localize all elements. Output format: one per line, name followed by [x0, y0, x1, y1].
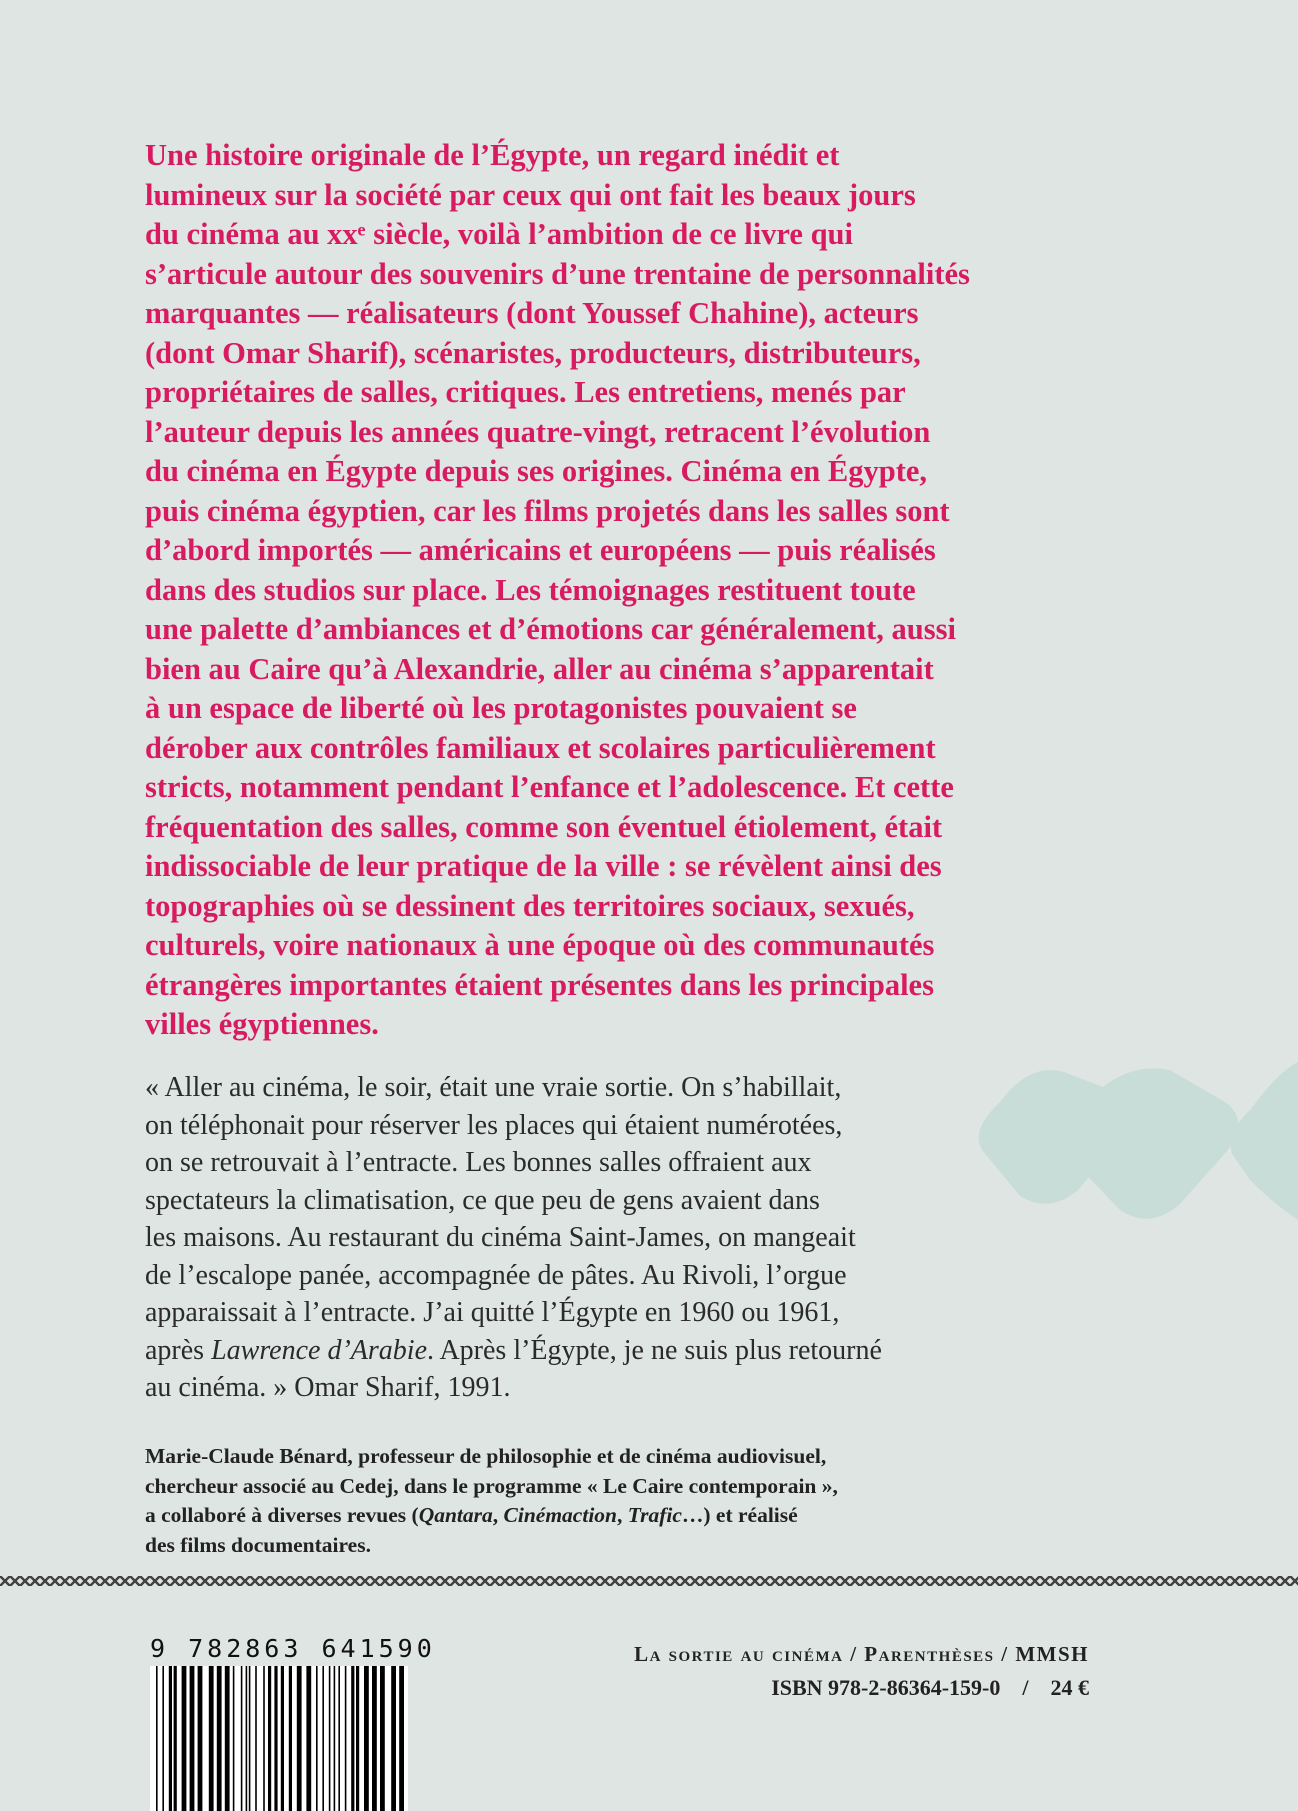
barcode-bar	[338, 1666, 340, 1811]
barcode-bar	[364, 1666, 369, 1811]
barcode-bar	[233, 1666, 235, 1811]
barcode-bar	[162, 1666, 164, 1811]
barcode-bar	[249, 1666, 251, 1811]
barcode-bar	[268, 1666, 271, 1811]
blurb-line: villes égyptiennes.	[145, 1007, 379, 1041]
journal-title: Cinémaction	[503, 1503, 617, 1527]
blurb-line: dans des studios sur place. Les témoignages restituent toute	[145, 572, 916, 607]
blurb-line: lumineux sur la société par ceux qui ont fait les beaux jours	[145, 177, 916, 212]
blurb-line: indissociable de leur pratique de la ville : se révèlent ainsi des	[145, 849, 942, 883]
quote-line: on téléphonait pour réserver les places qui étaient numérotées,	[145, 1109, 843, 1141]
quote-line: de l’escalope panée, accompagnée de pâtes. Au Rivoli, l’orgue	[145, 1259, 847, 1291]
barcode-bar	[297, 1666, 302, 1811]
barcode-bar	[391, 1666, 396, 1811]
film-title: Lawrence d’Arabie	[211, 1334, 427, 1366]
barcode-bar	[169, 1666, 172, 1811]
blurb-line: du cinéma au xxᵉ siècle, voilà l’ambition de ce livre qui	[145, 217, 853, 251]
barcode-bar	[182, 1666, 187, 1811]
ornamental-divider	[0, 1574, 1298, 1588]
barcode-bars	[150, 1666, 408, 1811]
barcode	[150, 1666, 408, 1811]
bio-text: ,	[492, 1503, 504, 1527]
barcode-bar	[356, 1666, 359, 1811]
blurb-line: topographies où se dessinent des territoires sociaux, sexués,	[145, 888, 915, 923]
barcode-bar	[255, 1666, 257, 1811]
barcode-bar	[380, 1666, 385, 1811]
barcode-bar	[263, 1666, 265, 1811]
barcode-bar	[289, 1666, 292, 1811]
journal-title: Trafic	[627, 1503, 682, 1527]
author-bio-line: chercheur associé au Cedej, dans le programme « Le Caire contemporain »,	[145, 1473, 838, 1498]
quote-line: on se retrouvait à l’entracte. Les bonnes salles offraient aux	[145, 1147, 812, 1178]
blurb-line: stricts, notamment pendant l’enfance et l’adolescence. Et cette	[145, 770, 954, 804]
blurb-line: Une histoire originale de l’Égypte, un regard inédit et	[145, 138, 840, 172]
author-bio-line: des films documentaires.	[145, 1532, 371, 1557]
price: 24 €	[1050, 1675, 1089, 1700]
barcode-bar	[246, 1666, 248, 1811]
blurb-line: bien au Caire qu’à Alexandrie, aller au cinéma s’apparentait	[145, 651, 934, 686]
isbn-number: ISBN 978-2-86364-159-0	[771, 1675, 1001, 1700]
barcode-bar	[399, 1666, 404, 1811]
barcode-digits: 9 782863 641590	[150, 1634, 436, 1663]
author-bio-line	[145, 1501, 1105, 1531]
decorative-diamond	[1231, 1062, 1298, 1220]
blurb-line: culturels, voire nationaux à une époque où des communautés	[145, 928, 935, 962]
book-blurb	[145, 136, 1155, 1045]
barcode-bar	[274, 1666, 277, 1811]
blurb-line: étrangères importantes étaient présentes dans les principales	[145, 967, 934, 1002]
blurb-line: marquantes — réalisateurs (dont Youssef Chahine), acteurs	[145, 296, 919, 330]
blurb-line: propriétaires de salles, critiques. Les entretiens, menés par	[145, 375, 906, 409]
barcode-bar	[329, 1666, 331, 1811]
blurb-line: (dont Omar Sharif), scénaristes, producteurs, distributeurs,	[145, 335, 921, 370]
blurb-line: une palette d’ambiances et d’émotions car généralement, aussi	[145, 612, 956, 646]
blurb-line: fréquentation des salles, comme son éventuel étiolement, était	[145, 809, 943, 844]
author-bio	[145, 1442, 1105, 1560]
blurb-line: l’auteur depuis les années quatre-vingt, retracent l’évolution	[145, 414, 931, 449]
blurb-line: puis cinéma égyptien, car les films projetés dans les salles sont	[145, 493, 950, 528]
bio-text: a collaboré à diverses revues (	[145, 1503, 419, 1527]
barcode-bar	[372, 1666, 377, 1811]
blurb-line: s’articule autour des souvenirs d’une trentaine de personnalités	[145, 256, 970, 291]
barcode-bar	[190, 1666, 195, 1811]
barcode-bar	[345, 1666, 347, 1811]
barcode-bar	[351, 1666, 354, 1811]
barcode-bar	[198, 1666, 203, 1811]
bio-text: ,	[617, 1503, 628, 1527]
blurb-line: d’abord importés — américains et européens — puis réalisés	[145, 533, 936, 567]
blurb-line: à un espace de liberté où les protagonistes pouvaient se	[145, 691, 857, 725]
barcode-bar	[334, 1666, 336, 1811]
barcode-bar	[209, 1666, 214, 1811]
barcode-bar	[174, 1666, 177, 1811]
quote-text: après	[145, 1334, 212, 1366]
quote-line: « Aller au cinéma, le soir, était une vraie sortie. On s’habillait,	[145, 1072, 842, 1103]
author-bio-line: Marie-Claude Bénard, professeur de philosophie et de cinéma audiovisuel,	[145, 1444, 827, 1468]
barcode-bar	[241, 1666, 243, 1811]
quote-line	[145, 1332, 1105, 1370]
barcode-bar	[316, 1666, 318, 1811]
quote-line: spectateurs la climatisation, ce que peu de gens avaient dans	[145, 1184, 820, 1216]
barcode-bar	[281, 1666, 284, 1811]
blurb-line: dérober aux contrôles familiaux et scolaires particulièrement	[145, 730, 936, 765]
isbn-price-line	[634, 1671, 1089, 1705]
quote-line: au cinéma. » Omar Sharif, 1991.	[145, 1372, 511, 1403]
bio-text: …) et réalisé	[681, 1503, 798, 1527]
barcode-bar	[306, 1666, 311, 1811]
quote-line: apparaissait à l’entracte. J’ai quitté l’Égypte en 1960 ou 1961,	[145, 1297, 840, 1328]
barcode-bar	[217, 1666, 222, 1811]
quote-text: . Après l’Égypte, je ne suis plus retourné	[427, 1334, 882, 1366]
barcode-bar	[322, 1666, 324, 1811]
blurb-line: du cinéma en Égypte depuis ses origines. Cinéma en Égypte,	[145, 454, 928, 488]
imprint-block	[634, 1637, 1089, 1705]
journal-title: Qantara	[418, 1503, 493, 1527]
omar-sharif-quote	[145, 1069, 1105, 1407]
barcode-bar	[225, 1666, 230, 1811]
quote-line: les maisons. Au restaurant du cinéma Saint-James, on mangeait	[145, 1222, 856, 1253]
series-publisher-line: La sortie au cinéma / Parenthèses / MMSH	[634, 1642, 1089, 1666]
barcode-bar	[156, 1666, 158, 1811]
price-separator: /	[1022, 1675, 1029, 1700]
